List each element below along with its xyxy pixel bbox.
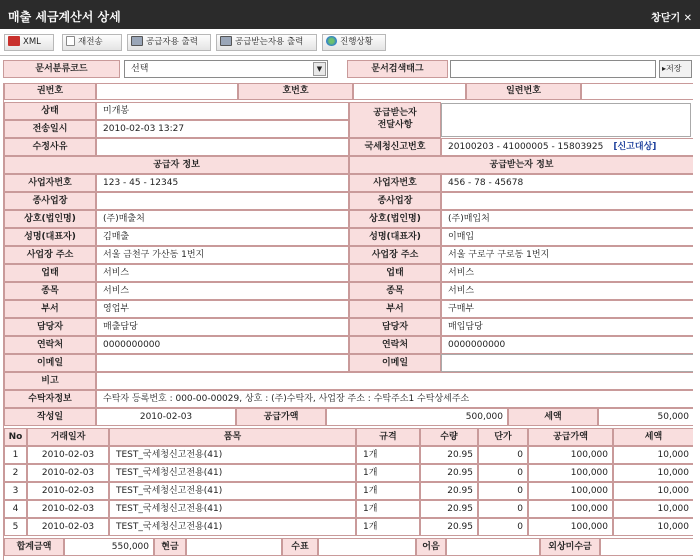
ho-number-label: 호번호 [238,83,353,100]
chevron-down-icon[interactable]: ▼ [313,62,326,76]
window-title: 매출 세금계산서 상세 [8,10,121,24]
recipient-label-4: 사업장 주소 [349,246,441,264]
item-row-4-col-4: 20.95 [420,518,478,536]
supplier-label-3: 성명(대표자) [4,228,96,246]
recipient-value-3: 이매입 [441,228,693,246]
item-row-1-col-0: 2 [4,464,27,482]
note-label: 비고 [4,372,96,390]
supplier-label-5: 업태 [4,264,96,282]
print-recipient-label: 공급받는자용 출력 [235,37,304,47]
item-row-2-col-1: 2010-02-03 [27,482,109,500]
supplier-value-8: 매출담당 [96,318,349,336]
doc-class-select[interactable]: 선택 [124,60,328,78]
item-row-4-col-3: 1개 [356,518,420,536]
supplier-value-5: 서비스 [96,264,349,282]
item-header-7: 세액 [613,428,693,446]
item-row-1-col-6: 100,000 [528,464,613,482]
item-header-3: 규격 [356,428,420,446]
supplier-value-4: 서울 금천구 가산동 1번지 [96,246,349,264]
supplier-value-3: 김매출 [96,228,349,246]
item-row-0-col-5: 0 [478,446,528,464]
save-tag-button[interactable]: ▸저장 [659,60,692,78]
tax-amount-label: 세액 [508,408,598,426]
recipient-label-9: 연락처 [349,336,441,354]
modify-reason-value [96,138,349,156]
item-header-1: 거래일자 [27,428,109,446]
supplier-label-0: 사업자번호 [4,174,96,192]
recipient-message-text: 공급받는자 전달사항 [373,108,417,130]
nts-number-label: 국세청신고번호 [349,138,441,156]
credit-label: 외상미수금 [540,538,600,556]
item-row-1-col-7: 10,000 [613,464,693,482]
supplier-label-6: 종목 [4,282,96,300]
issue-date-label: 작성일 [4,408,96,426]
supplier-label-7: 부서 [4,300,96,318]
cash-label: 현금 [154,538,186,556]
supplier-value-1 [96,192,349,210]
recipient-label-1: 종사업장 [349,192,441,210]
resend-button-label: 재전송 [78,37,103,47]
recipient-value-7: 구매부 [441,300,693,318]
item-row-2-col-2: TEST_국세청신고전용(41) [109,482,356,500]
item-row-0-col-2: TEST_국세청신고전용(41) [109,446,356,464]
item-row-4-col-0: 5 [4,518,27,536]
supplier-label-4: 사업장 주소 [4,246,96,264]
item-header-0: No [4,428,27,446]
recipient-value-10[interactable] [441,354,693,372]
print-supplier-label: 공급자용 출력 [146,37,198,47]
recipient-value-4: 서울 구로구 구로동 1번지 [441,246,693,264]
item-row-3-col-3: 1개 [356,500,420,518]
item-row-0-col-1: 2010-02-03 [27,446,109,464]
status-label: 상태 [4,102,96,120]
cash-value [186,538,282,556]
recipient-label-7: 부서 [349,300,441,318]
item-row-4-col-2: TEST_국세청신고전용(41) [109,518,356,536]
issue-date-value: 2010-02-03 [96,408,236,426]
item-row-4-col-5: 0 [478,518,528,536]
supply-amount-value: 500,000 [326,408,508,426]
check-value [318,538,416,556]
document-icon [66,36,75,46]
supplier-value-10 [96,354,349,372]
recipient-label-8: 담당자 [349,318,441,336]
close-window-button[interactable]: 창닫기 ✕ [651,13,692,24]
modify-reason-label: 수정사유 [4,138,96,156]
supplier-value-9: 0000000000 [96,336,349,354]
toolbar [0,30,700,54]
search-tag-input[interactable] [450,60,656,78]
doc-class-label: 문서분류코드 [3,60,120,78]
item-row-2-col-6: 100,000 [528,482,613,500]
recipient-value-5: 서비스 [441,264,693,282]
check-label: 수표 [282,538,318,556]
item-row-2-col-7: 10,000 [613,482,693,500]
item-header-5: 단가 [478,428,528,446]
supplier-value-2: (주)매출처 [96,210,349,228]
recipient-message-textarea[interactable] [441,103,691,137]
invoice-detail-table [3,83,693,560]
agent-info-value: 수탁자 등록번호 : 000-00-00029, 상호 : (주)수탁자, 사업장 주소 : 수탁주소1 수탁상세주소 [96,390,693,408]
recipient-label-5: 업태 [349,264,441,282]
total-amount-value: 550,000 [64,538,154,556]
item-row-2-col-0: 3 [4,482,27,500]
item-row-3-col-1: 2010-02-03 [27,500,109,518]
recipient-label-10: 이메일 [349,354,441,372]
supplier-value-0: 123 - 45 - 12345 [96,174,349,192]
xml-button[interactable] [4,34,54,51]
item-row-3-col-2: TEST_국세청신고전용(41) [109,500,356,518]
resend-button[interactable] [62,34,122,51]
item-row-0-col-3: 1개 [356,446,420,464]
supplier-value-7: 영업부 [96,300,349,318]
ho-number-value [353,83,466,100]
bill-value [446,538,540,556]
supplier-section-title: 공급자 정보 [4,156,349,174]
total-amount-label: 합계금액 [4,538,64,556]
sent-datetime-value: 2010-02-03 13:27 [96,120,349,138]
agent-info-label: 수탁자정보 [4,390,96,408]
item-row-3-col-6: 100,000 [528,500,613,518]
recipient-label-0: 사업자번호 [349,174,441,192]
item-header-2: 품목 [109,428,356,446]
item-row-1-col-2: TEST_국세청신고전용(41) [109,464,356,482]
kwon-number-value [96,83,238,100]
serial-number-label: 일련번호 [466,83,581,100]
item-row-0-col-6: 100,000 [528,446,613,464]
printer-icon [220,36,232,46]
item-row-1-col-1: 2010-02-03 [27,464,109,482]
credit-value [600,538,693,556]
item-row-3-col-5: 0 [478,500,528,518]
xml-button-label: XML [23,37,41,47]
item-row-3-col-4: 20.95 [420,500,478,518]
nts-number-value [441,138,693,156]
toolbar-divider [0,55,700,56]
recipient-label-6: 종목 [349,282,441,300]
bill-label: 어음 [416,538,446,556]
item-row-1-col-4: 20.95 [420,464,478,482]
progress-button-label: 진행상황 [340,37,373,47]
tax-amount-value: 50,000 [598,408,693,426]
search-tag-label: 문서검색태그 [347,60,448,78]
item-row-2-col-5: 0 [478,482,528,500]
kwon-number-label: 권번호 [4,83,96,100]
sent-datetime-label: 전송일시 [4,120,96,138]
recipient-label-3: 성명(대표자) [349,228,441,246]
item-row-0-col-4: 20.95 [420,446,478,464]
item-row-3-col-7: 10,000 [613,500,693,518]
recipient-value-8: 매입담당 [441,318,693,336]
item-row-1-col-3: 1개 [356,464,420,482]
nts-number-text: 20100203 - 41000005 - 15803925 [448,142,604,152]
item-row-4-col-7: 10,000 [613,518,693,536]
note-value [96,372,693,390]
item-row-1-col-5: 0 [478,464,528,482]
recipient-label-2: 상호(법인명) [349,210,441,228]
globe-icon [326,36,337,46]
item-row-3-col-0: 4 [4,500,27,518]
item-row-4-col-1: 2010-02-03 [27,518,109,536]
recipient-value-1 [441,192,693,210]
status-value: 미개봉 [96,102,349,120]
progress-button[interactable] [322,34,386,51]
supplier-label-10: 이메일 [4,354,96,372]
serial-number-value [581,83,693,100]
recipient-value-2: (주)매입처 [441,210,693,228]
recipient-message-label [349,102,441,138]
print-recipient-button[interactable] [216,34,317,51]
supplier-label-9: 연락처 [4,336,96,354]
recipient-value-0: 456 - 78 - 45678 [441,174,693,192]
supply-amount-label: 공급가액 [236,408,326,426]
supplier-label-8: 담당자 [4,318,96,336]
recipient-value-9: 0000000000 [441,336,693,354]
print-supplier-button[interactable] [127,34,211,51]
item-header-4: 수량 [420,428,478,446]
title-bar [0,0,700,29]
printer-icon [131,36,143,46]
recipient-value-6: 서비스 [441,282,693,300]
xml-icon [8,36,20,46]
item-row-4-col-6: 100,000 [528,518,613,536]
item-row-2-col-3: 1개 [356,482,420,500]
item-row-0-col-7: 10,000 [613,446,693,464]
recipient-section-title: 공급받는자 정보 [349,156,693,174]
item-header-6: 공급가액 [528,428,613,446]
report-target-badge: [신고대상] [613,142,657,152]
supplier-label-1: 종사업장 [4,192,96,210]
item-row-0-col-0: 1 [4,446,27,464]
item-row-2-col-4: 20.95 [420,482,478,500]
supplier-value-6: 서비스 [96,282,349,300]
supplier-label-2: 상호(법인명) [4,210,96,228]
